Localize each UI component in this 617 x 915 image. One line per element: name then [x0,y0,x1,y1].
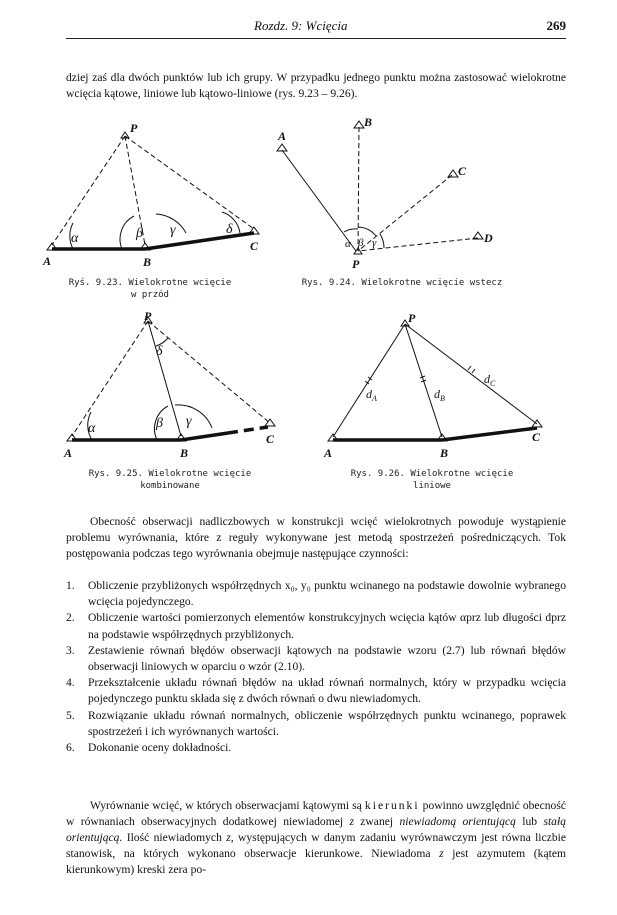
label-fig25-P: P [144,309,152,323]
para2-var-z: z [349,815,354,828]
tick-dC-1 [468,366,471,370]
step-text: Przekształcenie układu równań błędów na układ równań normalnych, który w przypadku wcięcia pojedynczego punktu składa się z dwóch równań o dwu niewiadomych. [88,676,566,706]
angle-alpha-arc [344,229,358,232]
fig26-caption-line1: Rys. 9.26. Wielokrotne wcięcie [350,469,514,479]
angle-beta-arc [358,227,376,236]
label-fig24-B: B [364,115,373,129]
label-fig23-B: B [143,255,152,269]
step-number: 1. [66,579,75,592]
ray-P-A [72,321,148,436]
para2-text-d: lub [515,815,544,828]
figure-9-25 [67,317,275,441]
label-fig26-dA: $d_A$ [366,387,377,403]
base-B-C-dashed [228,427,268,433]
fig26-caption-line2: liniowe [413,481,451,491]
label-fig26-dC: $d_C$ [484,372,496,388]
line-P-B [148,321,181,436]
label-fig26-B: B [440,446,449,460]
label-fig24-alpha: α [345,238,351,250]
label-fig23-alpha: α [71,231,79,246]
para2-var-z: z [439,847,444,860]
base-B-C [145,233,254,249]
para2-var-z: z [226,831,231,844]
para2-term-niewiadoma: niewiadomą orientującą [399,815,516,828]
label-fig26-A: A [324,446,333,460]
label-fig24-P: P [352,257,360,271]
label-fig24-A: A [278,129,287,143]
angle-gamma-arc [380,234,384,248]
label-fig25-beta: β [156,416,163,431]
procedure-steps-list [66,578,566,756]
fig23-caption-line2: w przód [131,290,169,300]
point-a-marker [277,144,287,151]
distance-line-P-A [333,324,405,437]
para2-text-f: , występujących w danym zadaniu wyrównawczym jest równa liczbie stanowisk, na których wykonano obserwacje kierunkowe. Niewiadoma [66,831,566,860]
list-item [66,610,566,642]
label-fig25-delta: δ [156,344,163,359]
ray-P-C [148,321,270,423]
list-item [66,643,566,675]
step-number: 5. [66,708,75,722]
base-B-C [442,428,537,440]
angle-gamma-arc [175,405,212,428]
label-fig25-alpha: α [88,421,96,436]
label-fig23-delta: δ [226,222,233,237]
label-fig24-beta: β [358,237,364,249]
para2-text-c: zwanej [353,815,400,828]
ray-P-C [125,136,254,229]
step-number: 2. [66,611,75,625]
point-c-marker [448,170,458,177]
label-fig24-gamma: γ [372,237,377,249]
label-fig26-P: P [408,311,416,325]
tick-dC-2 [472,369,475,373]
label-fig23-C: C [250,239,259,253]
label-fig25-B: B [180,446,189,460]
para2-term-kierunki: kierunki [364,799,420,812]
base-B-C [181,433,228,440]
list-item [66,578,566,610]
step-text: Obliczenie przybliżonych współrzędnych x₀, y₀ punktu wcinanego na podstawie dowolnie wybranego wcięcia pojedynczego. [88,579,566,609]
fig25-caption-line2: kombinowane [140,481,200,491]
para2-text-g: jest azymutem (kątem kierunkowym) kreski zera po- [66,847,566,876]
step-number: 6. [66,741,75,755]
label-fig23-beta: β [136,226,143,241]
label-fig25-C: C [266,432,275,446]
step-text: Rozwiązanie układu równań normalnych, obliczenie współrzędnych punktu wcinanego, poprawek spostrzeżeń i ich wyrównanych wartości. [88,708,566,738]
angle-beta-arc [120,216,134,249]
step-text: Dokonanie oceny dokładności. [88,741,232,755]
body-paragraph-1: Obecność obserwacji nadliczbowych w konstrukcji wcięć wielokrotnych powoduje wystąpienie problemu wyrównania, które z reguły wykonywane jest metodą spostrzeżeń pośredniczących. Tok postępowania podczas tego wyrównania obejmuje następujące czynności: [66,515,566,560]
point-b-marker [354,121,364,128]
running-title: Rozdz. 9: Wcięcia [254,18,348,33]
fig23-caption-line1: Ryś. 9.23. Wielokrotne wcięcie [68,278,232,288]
body-paragraph-2 [66,798,566,878]
step-text: Zestawienie równań błędów obserwacji kątowych na podstawie wzoru (2.7) lub równań błędów obserwacji liniowych w oparciu o wzór (2.10). [88,643,566,674]
para2-text-e: Ilość niewiadomych [122,831,227,844]
label-fig26-C: C [532,430,541,444]
fig24-caption-line1: Rys. 9.24. Wielokrotne wcięcie wstecz [301,278,503,288]
step-number: 3. [66,643,75,657]
distance-line-P-C [405,324,537,424]
ray-P-A [52,136,125,245]
label-fig25-gamma: γ [186,414,192,429]
label-fig24-D: D [484,231,493,245]
para2-text-b: powinno uwzględnić obecność w równaniach obserwacyjnych dodatkowej niewiadomej [66,799,566,828]
label-fig24-C: C [458,164,467,178]
label-fig23-A: A [43,254,52,268]
fig25-caption-line1: Rys. 9.25. Wielokrotne wcięcie [88,469,252,479]
figure-9-24 [277,121,483,254]
label-fig25-A: A [64,446,73,460]
fig26-caption [322,468,542,492]
list-item [66,740,566,756]
label-fig26-dB: $d_B$ [434,387,445,403]
page-number: 269 [546,18,566,33]
figure-9-26 [328,320,542,441]
label-fig23-gamma: γ [170,223,176,238]
fig24-caption [282,277,522,289]
para2-term-stala: stałą orientującą. [66,815,566,844]
list-item [66,675,566,707]
fig23-caption [40,277,260,301]
step-text: Obliczenie wartości pomierzonych elementów konstrukcyjnych wcięcia kątów αprz lub długości dprz na podstawie współrzędnych przybliżonych. [88,611,566,641]
label-fig23-P: P [130,121,138,135]
fig25-caption [60,468,280,492]
intro-paragraph: dziej zaś dla dwóch punktów lub ich grupy. W przypadku jednego punktu można zastosować wielokrotne wcięcia kątowe, liniowe lub kątowo-liniowe (rys. 9.23 – 9.26). [66,71,566,100]
step-number: 4. [66,676,75,690]
ray-A-P [282,150,356,251]
para2-text-a: Wyrównanie wcięć, w których obserwacjami kątowymi są [90,799,365,812]
list-item [66,708,566,740]
ray-B-P [358,127,359,251]
